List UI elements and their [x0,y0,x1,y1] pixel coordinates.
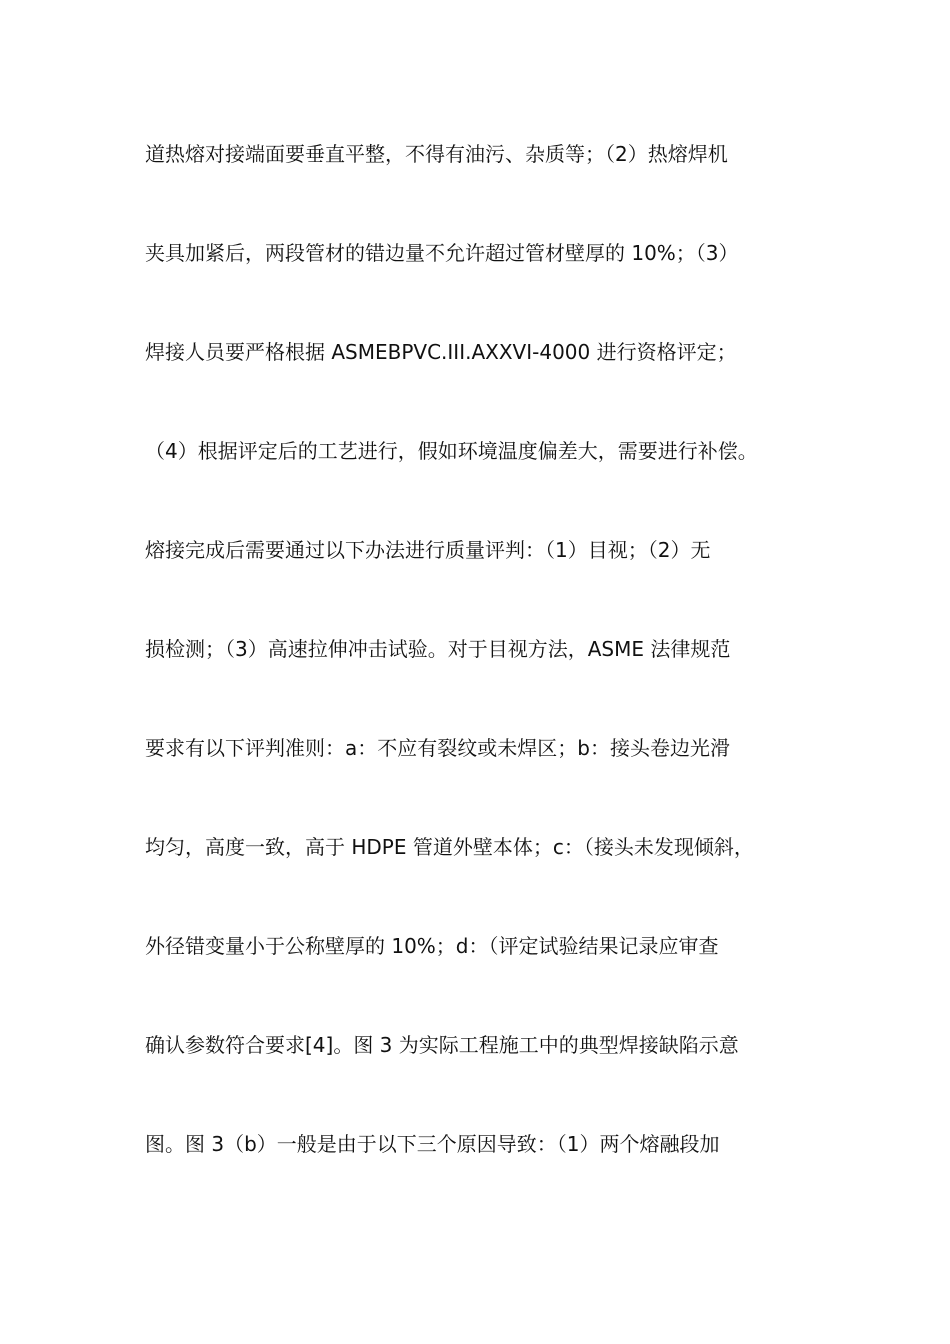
text-line: 确认参数符合要求[4]。图 3 为实际工程施工中的典型焊接缺陷示意 [145,1033,739,1057]
text-line: 图。图 3（b）一般是由于以下三个原因导致：（1）两个熔融段加 [145,1132,720,1156]
text-line: 外径错变量小于公称壁厚的 10%；d：（评定试验结果记录应审查 [145,934,719,958]
text-line: （4）根据评定后的工艺进行，假如环境温度偏差大，需要进行补偿。 [145,439,758,463]
text-line: 损检测；（3）高速拉伸冲击试验。对于目视方法，ASME 法律规范 [145,637,731,661]
text-line: 焊接人员要严格根据 ASMEBPVC.III.AXXVI-4000 进行资格评定； [145,340,737,364]
text-line: 要求有以下评判准则：a：不应有裂纹或未焊区；b：接头卷边光滑 [145,736,730,760]
text-line: 夹具加紧后，两段管材的错边量不允许超过管材壁厚的 10%；（3） [145,241,739,265]
text-line: 熔接完成后需要通过以下办法进行质量评判：（1）目视；（2）无 [145,538,711,562]
text-line: 均匀，高度一致，高于 HDPE 管道外壁本体；c：（接头未发现倾斜， [145,835,754,859]
body-text [145,134,835,1223]
text-line: 道热熔对接端面要垂直平整，不得有油污、杂质等；（2）热熔焊机 [145,142,728,166]
